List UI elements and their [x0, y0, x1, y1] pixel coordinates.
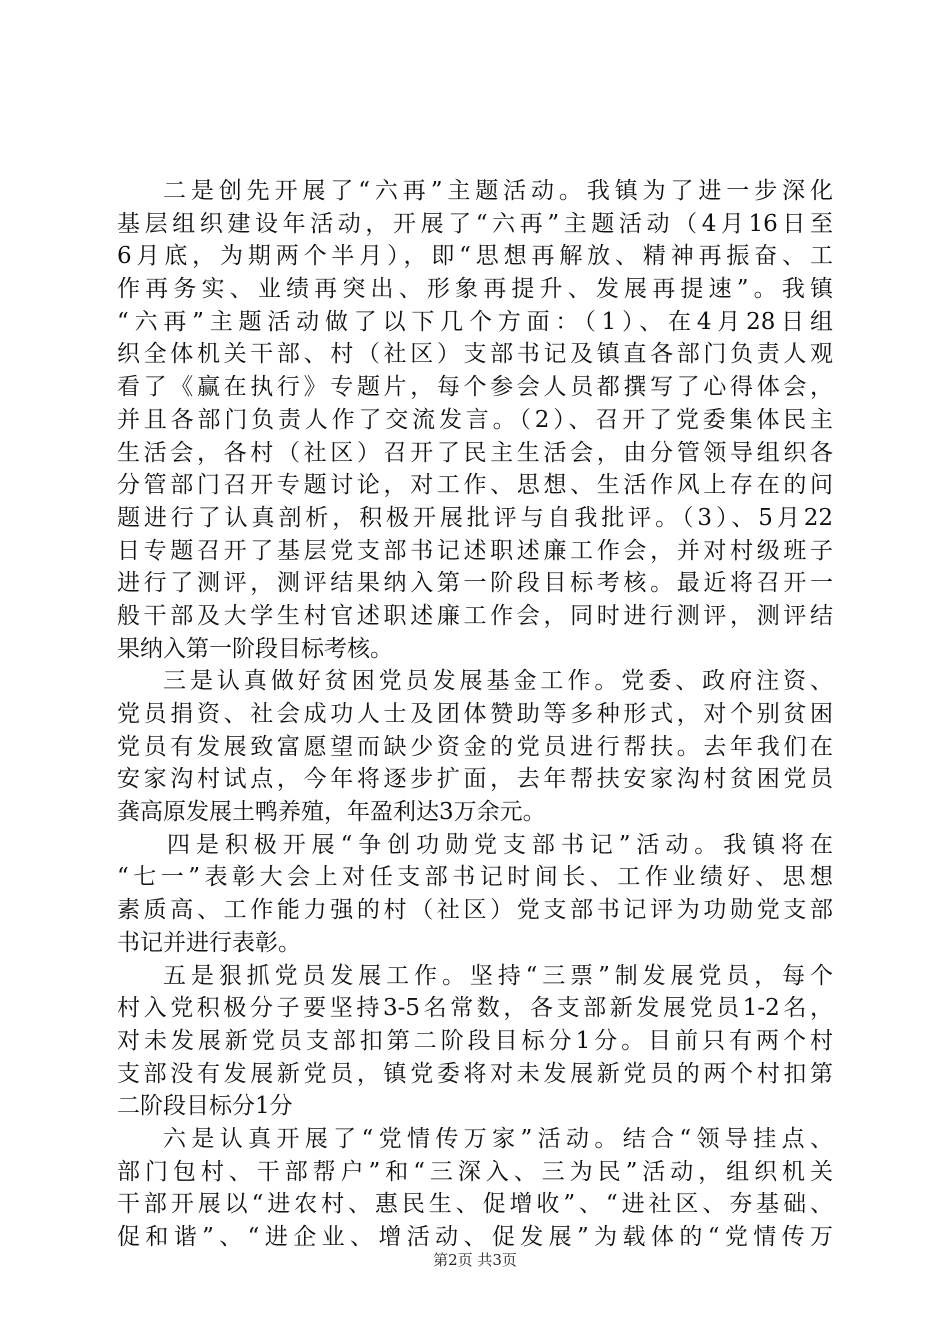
text-line: 6月底，为期两个半月），即“思想再解放、精神再振奋、工 — [117, 243, 833, 270]
text-line: 果纳入第一阶段目标考核。 — [117, 635, 393, 662]
text-line: 日专题召开了基层党支部书记述职述廉工作会，并对村级班子 — [117, 537, 833, 564]
text-line: 村入党积极分子要坚持3-5名常数，各支部新发展党员1-2名， — [117, 995, 833, 1022]
text-line: 五是狠抓党员发展工作。坚持“三票”制发展党员，每个 — [163, 962, 833, 989]
text-line: 三是认真做好贫困党员发展基金工作。党委、政府注资、 — [163, 668, 833, 695]
text-line: 般干部及大学生村官述职述廉工作会，同时进行测评，测评结 — [117, 602, 833, 629]
text-line: 六是认真开展了“党情传万家”活动。结合“领导挂点、 — [163, 1125, 833, 1152]
text-line: “六再”主题活动做了以下几个方面：（1）、在4月28日组 — [117, 308, 833, 335]
text-line: 支部没有发展新党员，镇党委将对未发展新党员的两个村扣第 — [117, 1060, 833, 1087]
text-line: 党员有发展致富愿望而缺少资金的党员进行帮扶。去年我们在 — [117, 733, 833, 760]
text-line: 安家沟村试点，今年将逐步扩面，去年帮扶安家沟村贫困党员 — [117, 766, 833, 793]
page-number-footer: 第2页 共3页 — [433, 1251, 517, 1269]
text-line: 促和谐”、“进企业、增活动、促发展”为载体的“党情传万 — [117, 1224, 833, 1250]
text-line: 看了《赢在执行》专题片，每个参会人员都撰写了心得体会， — [117, 374, 833, 401]
text-line: 题进行了认真剖析，积极开展批评与自我批评。（3）、5月22 — [117, 504, 833, 531]
text-line: 书记并进行表彰。 — [117, 929, 301, 956]
text-line: 进行了测评，测评结果纳入第一阶段目标考核。最近将召开一 — [117, 570, 833, 597]
text-line: 分管部门召开专题讨论，对工作、思想、生活作风上存在的问 — [117, 472, 833, 499]
paragraph-p3 — [117, 665, 833, 828]
document-body — [117, 175, 833, 1254]
text-line: 四是积极开展“争创功勋党支部书记”活动。我镇将在 — [167, 831, 833, 858]
text-line: 二是创先开展了“六再”主题活动。我镇为了进一步深化 — [163, 178, 833, 204]
text-line: 作再务实、业绩再突出、形象再提升、发展再提速”。我镇 — [117, 276, 833, 303]
paragraph-p6 — [117, 1123, 833, 1254]
text-line: 基层组织建设年活动，开展了“六再”主题活动（4月16日至 — [117, 210, 833, 237]
text-line: 二阶段目标分1分 — [117, 1093, 293, 1120]
text-line: 对未发展新党员支部扣第二阶段目标分1分。目前只有两个村 — [117, 1027, 833, 1054]
text-line: 生活会，各村（社区）召开了民主生活会，由分管领导组织各 — [117, 439, 833, 466]
paragraph-p2 — [117, 175, 833, 665]
text-line: 素质高、工作能力强的村（社区）党支部书记评为功勋党支部 — [117, 897, 833, 924]
text-line: 龚高原发展土鸭养殖，年盈利达3万余元。 — [117, 799, 546, 826]
text-line: 织全体机关干部、村（社区）支部书记及镇直各部门负责人观 — [117, 341, 833, 368]
text-line: “七一”表彰大会上对任支部书记时间长、工作业绩好、思想 — [117, 864, 833, 891]
text-line: 党员捐资、社会成功人士及团体赞助等多种形式，对个别贫困 — [117, 701, 833, 727]
paragraph-p5 — [117, 960, 833, 1123]
text-line: 并且各部门负责人作了交流发言。（2）、召开了党委集体民主 — [117, 406, 833, 433]
text-line: 部门包村、干部帮户”和“三深入、三为民”活动，组织机关 — [117, 1158, 833, 1185]
paragraph-p4 — [117, 829, 833, 960]
text-line: 干部开展以“进农村、惠民生、促增收”、“进社区、夯基础、 — [117, 1191, 833, 1218]
